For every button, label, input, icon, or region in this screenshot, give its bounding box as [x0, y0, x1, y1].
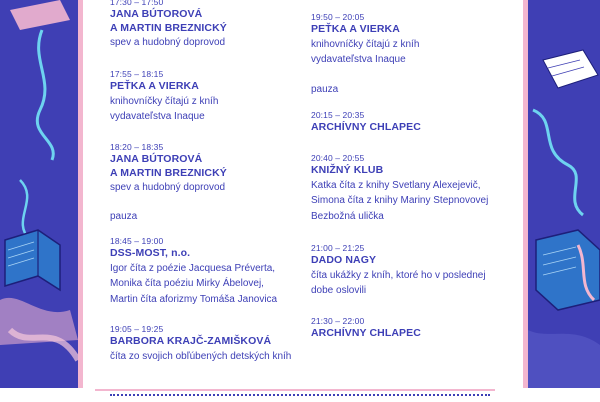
entry-time: 20:40 – 20:55: [311, 153, 365, 163]
schedule-entry: [311, 153, 488, 224]
schedule-entry: [311, 243, 486, 299]
left-decoration-panel: [0, 0, 78, 388]
right-decoration-illustration: [528, 0, 600, 388]
entry-description: číta zo svojich obľúbených detských kníh: [110, 350, 292, 362]
entry-description: Igor číta z poézie Jacquesa Préverta,: [110, 262, 276, 274]
entry-time: 17:30 – 17:50: [110, 0, 164, 7]
entry-title: A MARTIN BREZNICKÝ: [110, 21, 227, 34]
schedule-pause: [311, 82, 338, 98]
programme-sheet: [83, 0, 523, 388]
entry-time: 18:45 – 19:00: [110, 236, 164, 246]
left-decoration-illustration: [0, 0, 78, 388]
entry-description: číta ukážky z kníh, ktoré ho v poslednej: [311, 269, 486, 281]
schedule-entry: [311, 316, 421, 341]
schedule-entry: [110, 142, 227, 196]
schedule-entry: [311, 12, 419, 68]
footer-text-cropped: [110, 394, 490, 402]
entry-title: BARBORA KRAJČ-ZAMIŠKOVÁ: [110, 335, 272, 347]
entry-description: Simona číta z knihy Mariny Stepnovovej: [311, 195, 489, 206]
entry-description: Martin číta aforizmy Tomáša Janovica: [110, 293, 278, 305]
entry-description: vydavateľstva Inaque: [311, 54, 406, 65]
entry-time: 17:55 – 18:15: [110, 69, 164, 79]
entry-time: 20:15 – 20:35: [311, 110, 365, 120]
entry-description: dobe oslovili: [311, 285, 367, 296]
entry-title: A MARTIN BREZNICKÝ: [110, 166, 227, 179]
schedule-entry: [110, 0, 227, 51]
entry-description: Monika číta poéziu Mirky Ábelovej,: [110, 278, 264, 289]
entry-description: Bezbožná ulička: [311, 210, 384, 222]
entry-time: 21:30 – 22:00: [311, 316, 365, 326]
bottom-accent-line: [95, 389, 495, 391]
entry-description: spev a hudobný doprovod: [110, 182, 226, 193]
entry-time: 18:20 – 18:35: [110, 142, 164, 152]
right-decoration-panel: [528, 0, 600, 388]
schedule-pause: [110, 209, 137, 225]
entry-description: Katka číta z knihy Svetlany Alexejevič,: [311, 179, 481, 191]
entry-description: vydavateľstva Inaque: [110, 111, 205, 122]
entry-title: DADO NAGY: [311, 254, 377, 266]
pause-label: pauza: [110, 211, 138, 222]
entry-title: PEŤKA A VIERKA: [110, 80, 199, 92]
schedule-entry: [110, 236, 277, 307]
entry-title: JANA BÚTOROVÁ: [110, 153, 203, 165]
pause-label: pauza: [311, 84, 339, 95]
entry-description: knihovníčky čítajú z kníh: [110, 95, 219, 107]
entry-time: 21:00 – 21:25: [311, 243, 365, 253]
entry-time: 19:50 – 20:05: [311, 12, 365, 22]
entry-title: ARCHÍVNY CHLAPEC: [311, 121, 421, 133]
entry-title: DSS-MOST, n.o.: [110, 247, 191, 259]
entry-title: PEŤKA A VIERKA: [311, 23, 400, 35]
entry-title: JANA BÚTOROVÁ: [110, 8, 203, 20]
schedule-entry: [110, 324, 291, 364]
entry-description: knihovníčky čítajú z kníh: [311, 38, 420, 50]
right-accent-stripe: [523, 0, 528, 388]
entry-title: KNIŽNÝ KLUB: [311, 164, 384, 176]
entry-description: spev a hudobný doprovod: [110, 37, 226, 48]
entry-title: ARCHÍVNY CHLAPEC: [311, 327, 421, 339]
schedule-entry: [110, 69, 218, 125]
entry-time: 19:05 – 19:25: [110, 324, 164, 334]
schedule-entry: [311, 110, 421, 135]
